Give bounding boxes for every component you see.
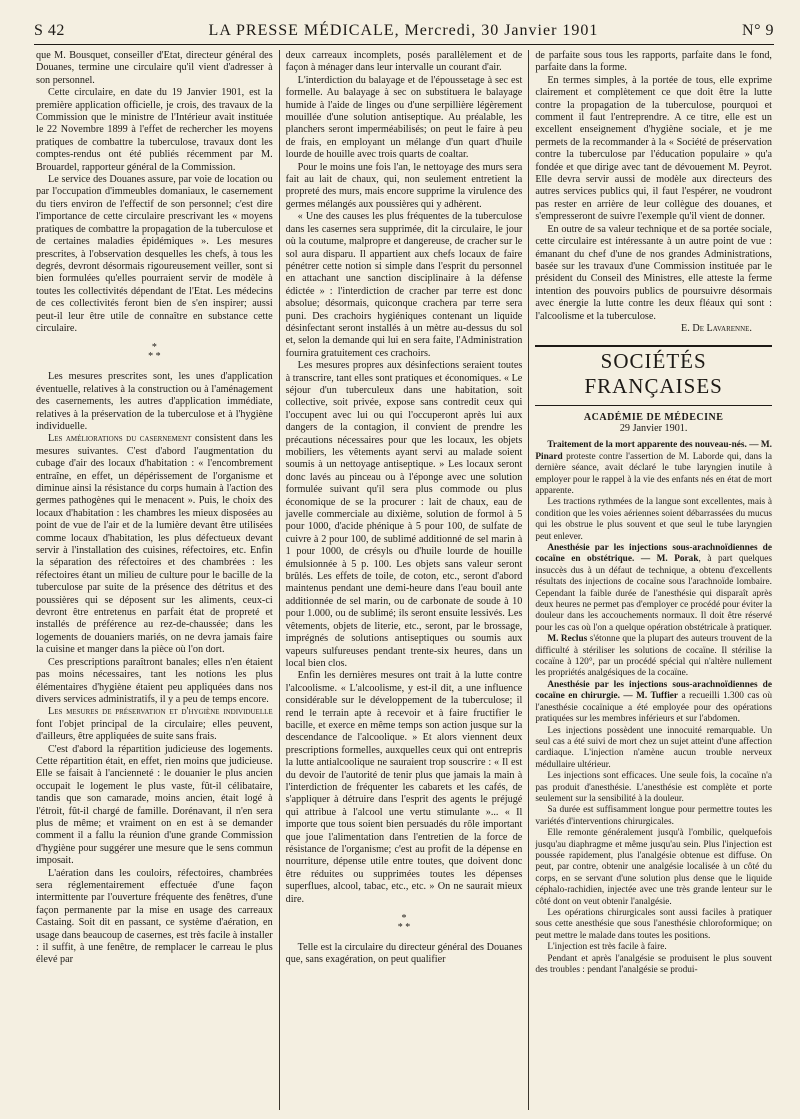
paragraph: C'est d'abord la répartition judicieuse des logements. Cette répartition était, en effet, rien moins que judicieuse. Elle se faisait à l'ancienneté : le douanier le plus ancien occupait le logement le plus vaste, fût-il célibataire, tandis que son camarade, moins ancien, était logé à l'étroit, fût-il chargé de famille. Dorénavant, il n'en sera plus de même; et vraiment on en est à se demander comment il a fallu la réunion d'une grande Commission d'hygiène pour suggérer une mesure que le sens commun imposait.: [36, 743, 273, 867]
paragraph: Les mesures propres aux désinfections seraient toutes à transcrire, tant elles sont pratiques et économiques. « Le séjour d'un tuberculeux dans une habitation, soit collective, soit privée, expose sans contredit ceux qui l'occupent avec lui ou qui l'occuperont après lui aux dangers de la contagion, il convient de prendre les précautions nécessaires pour que les locaux, les objets mobiliers, les vêtements ayant servi au malade soient soumis à un nettoyage antiseptique. » Les locaux seront donc lavés au pinceau ou à l'éponge avec une solution formulée suivant qu'il sera plus commode ou plus économique de se la procurer : lait de chaux, eau de javelle commerciale au dixième, solution de formol à 5 pour 1000, d'acide phénique à 5 pour 100, de sulfate de cuivre à 2 pour 100, de sublimé additionné de sel marin à 1 pour 1000, de crésyls ou d'huile lourde de houille émulsionnée à 5 p. 100. Les objets sans valeur seront brûlés. Les effets de toile, de coton, etc., seront d'abord maintenus pendant une demi-heure dans l'eau bouil ante additionnée de sel marin, ou de carbonate de soude à 10 pour 1.000, ou de sublimé; ils seront ensuite lessivés. Les vêtements, objets de literie, etc., seront, par le brossage, imprégnés de solutions antiseptiques ou soumis aux vapeurs sulfureuses pendant trente-six heures, dans un local bien clos.: [285, 360, 523, 669]
column-2: [284, 50, 525, 1110]
paragraph: [36, 706, 273, 743]
paragraph: Les injections sont efficaces. Une seule fois, la cocaïne n'a pas produit d'anesthésie. L'anesthésie est complète et porte seulement sur la sensibilité à la douleur.: [535, 771, 772, 804]
newspaper-page: [34, 22, 774, 1112]
paragraph: [36, 433, 273, 656]
paragraph: Cette circulaire, en date du 19 Janvier 1901, est la première application officielle, je crois, des travaux de la Commission que le ministre de l'Intérieur avait instituée le 22 Novembre 1899 à l'effet de rechercher les moyens pratiques de combattre la tuberculose, travaux dont les comptes-rendus ont été publiés récemment par M. Brouardel, rapporteur général de la Commission.: [36, 87, 273, 173]
section-separator: * * *: [397, 913, 411, 934]
paragraph: que M. Bousquet, conseiller d'Etat, directeur général des Douanes, termine une circulaire qu'il vient d'adresser à son personnel.: [36, 50, 273, 86]
run-in-heading: Anesthésie par les injections sous-arachnoïdiennes de cocaïne en chirurgie. — M. Tuffier: [535, 679, 772, 702]
paragraph: L'injection est très facile à faire.: [547, 942, 667, 953]
paragraph: L'interdiction du balayage et de l'époussetage à sec est formelle. Au balayage à sec on substituera le balayage humide à l'aide de linges ou d'une serpillière légèrement mouillée d'une solution antiseptique. Au préalable, les planchers seront imperméabilisés; on peut le faire à peu de frais, en employant un mélange d'un quart d'huile lourde de houille avec trois quarts de coaltar.: [285, 74, 523, 161]
paragraph: Pour le moins une fois l'an, le nettoyage des murs sera fait au lait de chaux, qui, non seulement entretient la propreté des murs, mais encore supprime la virulence des germes mélangés aux poussières qui y adhèrent.: [285, 161, 523, 210]
journal-title: LA PRESSE MÉDICALE, Mercredi, 30 Janvier 1901: [208, 22, 599, 39]
page-label: S 42: [34, 22, 65, 39]
run-in-heading: Les améliorations du casernement: [48, 433, 192, 445]
section-title: SOCIÉTÉS FRANÇAISES: [584, 349, 723, 399]
paragraph: deux carreaux incomplets, posés parallèlement et de façon à ménager dans leur intervalle un courant d'air.: [285, 50, 523, 74]
paragraph: Les injections possèdent une innocuité remarquable. Un seul cas a été suivi de mort chez un sujet atteint d'une affection cardiaque. L'injection n'amène aucun trouble nerveux médullaire ultérieur.: [535, 725, 772, 770]
section-separator: * * *: [148, 342, 161, 363]
paragraph-body: font l'objet principal de la circulaire; elles peuvent, d'ailleurs, être appliquées de suite sans frais.: [36, 718, 273, 743]
paragraph: Elle remonte généralement jusqu'à l'ombilic, quelquefois jusqu'au diaphragme et même jusqu'au sein. Plus l'injection est poussée rapidement, plus l'analgésie obtenue est diffuse. On peut, par contre, obtenir une analgésie localisée à un côté du corps, en se servant d'une solution plus dense que le liquide céphalo-rachidien, injectée avec une très grande lenteur sur le côté dont on veut obtenir l'analgésie.: [535, 828, 772, 907]
paragraph: Sa durée est suffisamment longue pour permettre toutes les variétés d'interventions chirurgicales.: [535, 805, 772, 827]
paragraph: Les opérations chirurgicales sont aussi faciles à pratiquer sous cette anesthésie que sous l'anesthésie chloroformique; on peut mettre le malade dans toutes les positions.: [535, 908, 772, 941]
academy-heading: ACADÉMIE DE MÉDECINE: [583, 412, 724, 424]
paragraph: Le service des Douanes assure, par voie de location ou par l'occupation d'immeubles domaniaux, le casernement du tiers environ de l'effectif de son personnel; c'est dire l'importance de cette circulaire prescrivant les « moyens pratiques de combattre la propagation de la tuberculose et de certaines maladies épidémiques ». Les mesures prescrites, à l'observation desquelles les chefs, à tous les degrés, devront désormais rigoureusement veiller, sont si bien formulées qu'elles pourraient servir de modèle à toutes les collectivités dépendant de l'Etat. Les médecins de ces collectivités feront bien de s'en inspirer; aussi peut-il leur être utile de connaître en substance cette circulaire.: [36, 174, 273, 334]
run-in-heading: Les mesures de préservation et d'hygiène individuelle: [48, 706, 273, 718]
paragraph: Pendant et après l'analgésie se produisent le plus souvent des troubles : pendant l'analgésie se produi-: [535, 953, 772, 976]
paragraph: Anesthésie par les injections sous-arachnoïdiennes de cocaïne en chirurgie. — M. Tuffier a recueilli 1.300 cas où l'anesthésie cocaïnique a été employée pour des opérations pratiquées sur les membres inférieurs et sur l'abdomen.: [535, 679, 772, 725]
column-3: [533, 50, 774, 1110]
session-report: [535, 440, 772, 976]
session-date: 29 Janvier 1901.: [619, 423, 688, 435]
paragraph: Telle est la circulaire du directeur général des Douanes que, sans exagération, on peut qualifier: [285, 942, 523, 966]
column-1: [34, 50, 275, 1110]
columns: [34, 50, 774, 1110]
section-rule: [535, 345, 772, 347]
paragraph: « Une des causes les plus fréquentes de la tuberculose dans les casernes sera supprimée, dit la circulaire, le jour où la coutume, malpropre et dangereuse, de cracher sur le sol aura disparu. Il appartient aux chefs locaux de faire pénétrer cette notion si simple dans l'esprit du personnel en attachant une sanction disciplinaire à la défense édictée » : l'interdiction de cracher par terre est donc absolue; désormais, quiconque crachera par terre sera puni. Des crachoirs hygiéniques contenant un liquide désinfectant seront installés à un mètre au-dessus du sol et, selon la demande qui lui en sera faite, l'Administration fournira gratuitement ces crachoirs.: [285, 211, 523, 359]
paragraph: Les tractions rythmées de la langue sont excellentes, mais à condition que les voies aériennes soient débarrassées du mucus qui les obstrue le plus souvent et que seul le tube laryngien peut enlever.: [535, 497, 772, 542]
paragraph-body: consistent dans les mesures suivantes. C'est d'abord l'augmentation du cubage d'air des locaux d'habitation : « l'encombrement entraîne, en effet, un dépérissement de l'organisme et diminue ainsi la résistance du corps humain à l'action des germes pathogènes qui le menacent ». Puis, le choix des locaux d'habitation : les chambres les mieux disposées au point de vue de l'air et de la lumière devant être utilisées comme locaux d'habitation, les plus défectueux devant servir à l'installation des cuisines, réfectoires, etc. Enfin la séparation des réfectoires et des chambrées : les réfectoires étant un milieu de culture pour le bacille de la tuberculose par suite de la présence des détritus et des poussières qui se déposent sur les aliments, ceux-ci devront être entretenus en parfait état de propreté et installés de préférence au rez-de-chaussée; dans les logements de douaniers mariés, on ne devra jamais faire la cuisine et manger dans la pièce où l'on dort.: [36, 433, 273, 656]
section-rule: [535, 405, 772, 406]
column-divider: [279, 50, 280, 1110]
paragraph: M. Reclus s'étonne que la plupart des auteurs trouvent de la difficulté à stériliser les solutions de cocaïne. Il stérilise la cocaïne à 120°, par un procédé spécial qui n'altère nullement les propriétés analgésiques de la cocaïne.: [535, 634, 772, 679]
issue-number: N° 9: [742, 22, 774, 39]
author-signature: E. De Lavarenne.: [681, 322, 752, 334]
paragraph: Anesthésie par les injections sous-arachnoïdiennes de cocaïne en obstétrique. — M. Porak, à part quelques insuccès dus à un défaut de technique, a obtenu d'excellents résultats des injections de cocaïne sous l'arachnoïde lombaire. Cependant la faible durée de l'anesthésie qui disparaît après deux heures ne permet pas d'employer ce procédé pour éviter la douleur dans les accouchements normaux. Il doit être réservé pour les cas où l'on a quelque opération obstétricale à pratiquer.: [535, 543, 772, 633]
paragraph: Traitement de la mort apparente des nouveau-nés. — M. Pinard proteste contre l'assertion de M. Laborde qui, dans la dernière séance, avait déclaré le tube laryngien inutile à employer pour le rappel à la vie des enfants nés en état de mort apparente.: [535, 440, 772, 496]
paragraph: L'aération dans les couloirs, réfectoires, chambrées sera réglementairement effectuée d'une façon intermittente par l'ouverture fréquente des fenêtres, d'une façon permanente par la mise en usage des carreaux Castaing. Soit dit en passant, ce système d'aération, en usage dans beaucoup de casernes, est très facile à installer : il suffit, à une fenêtre, de remplacer le carreau le plus élevé par: [36, 867, 273, 966]
paragraph: Les mesures prescrites sont, les unes d'application éventuelle, relatives à la construction ou à l'aménagement des casernements, les autres d'application immédiate, relatives à la préservation de la tuberculose et à l'hygiène individuelle.: [36, 371, 273, 432]
paragraph: Enfin les dernières mesures ont trait à la lutte contre l'alcoolisme. « L'alcoolisme, y est-il dit, a une influence considérable sur le développement de la tuberculose; il rend le terrain apte à recevoir et à faire fructifier le bacille, et exerce en même temps son action jusque sur la descendance de l'alcoolique. » Et alors viennent deux prescriptions formelles, auxquelles ceux qui ont entrepris la lutte antialcoolique ne sauraient trop souscrire : « Il est du devoir de l'autorité de tenir plus que jamais la main à l'interdiction de fréquenter les cabarets et les cafés, de s'appliquer à détruire dans l'esprit des agents le préjugé qui attribue à l'alcool une vertu stimulante »... « Il importe que tous soient bien persuadés du rôle important que joue l'alimentation dans l'entretien de la force de résistance de l'organisme; c'est au profit de la dépense en nourriture, dépense utile entre toutes, que doivent donc être réduites ou supprimées toutes les dépenses superflues, alcool, tabac, etc., etc. » On ne saurait mieux dire.: [285, 670, 523, 905]
column-divider: [528, 50, 529, 1110]
run-in-heading: Anesthésie par les injections sous-arachnoïdiennes de cocaïne en obstétrique. — M. Porak: [535, 543, 772, 565]
paragraph: de parfaite sous tous les rapports, parfaite dans le fond, parfaite dans la forme.: [535, 50, 772, 74]
page-header: [34, 22, 774, 45]
run-in-heading: M. Reclus: [547, 634, 588, 645]
run-in-heading: Traitement de la mort apparente des nouveau-nés. — M. Pinard: [535, 440, 772, 462]
paragraph: En outre de sa valeur technique et de sa portée sociale, cette circulaire est intéressante à un autre point de vue : émanant du chef d'une de nos grandes Administrations, basée sur les travaux d'une Commission instituée par le président du Conseil des Ministres, elle atteste la ferme intention des pouvoirs publics de poursuivre désormais avec énergie la lutte contre les deux fléaux qui sont : l'alcoolisme et la tuberculose.: [535, 223, 772, 322]
paragraph: Ces prescriptions paraîtront banales; elles n'en étaient pas moins nécessaires, tant les notions les plus élémentaires d'hygiène étaient peu appliquées dans nos divers services administratifs, il y a peu de temps encore.: [36, 656, 273, 705]
paragraph: En termes simples, à la portée de tous, elle exprime clairement et complètement ce que doit être la lutte contre la propagation de la tuberculose, pourquoi et comment il faut l'entreprendre. A ce titre, elle est un excellent enseignement d'hygiène sociale, et je me permets de la recommander à la « Société de préservation contre la tuberculose par l'éducation populaire » qu'a fondée et que dirige avec tant de dévouement M. Peyrot. Elle devra servir aussi de modèle aux directeurs des autres services publics qui, il faut l'espérer, ne voudront pas rester en arrière de leur collègue des douanes, et s'empresseront de suivre l'exemple qu'il vient de donner.: [535, 74, 772, 223]
